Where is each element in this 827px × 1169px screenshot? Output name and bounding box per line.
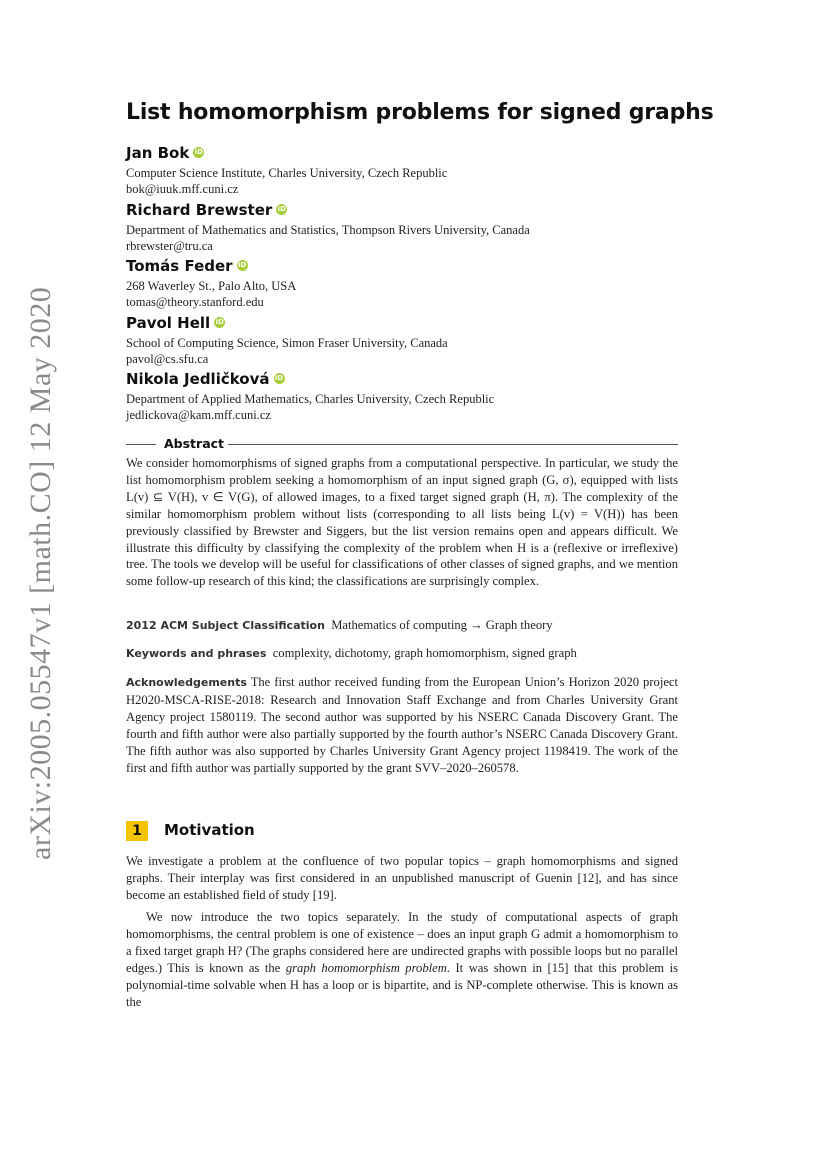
- orcid-icon[interactable]: iD: [274, 374, 284, 382]
- acm-value: Mathematics of computing → Graph theory: [331, 618, 553, 632]
- author-email: rbrewster@tru.ca: [126, 239, 213, 253]
- author-email: pavol@cs.sfu.ca: [126, 352, 209, 366]
- divider-line-left: [126, 444, 156, 445]
- orcid-icon[interactable]: iD: [277, 205, 286, 213]
- body-text: . It was shown in [15] that this problem is polynomial-time solvable when H has a loop or is bipartite, and is NP-complete otherwise. This is known as the: [126, 960, 678, 1009]
- author-name: Tomás Feder: [126, 257, 233, 275]
- author-affiliation: 268 Waverley St., Palo Alto, USA: [126, 279, 297, 293]
- abstract-heading: Abstract: [160, 437, 228, 451]
- abstract-text: We consider homomorphisms of signed graphs from a computational perspective. In particular, we study the list homomorphism problem seeking a homomorphism of an input signed graph (G, σ), equipped with lists L(v) ⊆ V(H), v ∈ V(G), of allowed images, to a fixed target signed graph (H, π). The complexity of the similar homomorphism problem without lists (corresponding to all lists being L(v) = V(H)) has been previously classified by Brewster and Siggers, but the list version remains open and appears difficult. We illustrate this difficulty by classifying the complexity of the problem when H is a (reflexive or irreflexive) tree. The tools we develop will be useful for classifications of other classes of signed graphs, and we mention some follow-up research of this kind; the classifications are surprisingly complex.: [126, 456, 678, 589]
- author-block: [126, 256, 296, 310]
- author-block: [126, 200, 530, 254]
- acknowledgements-label: Acknowledgements: [126, 676, 247, 689]
- author-name: Richard Brewster: [126, 201, 273, 219]
- acm-label: 2012 ACM Subject Classification: [126, 619, 325, 632]
- keywords-value: complexity, dichotomy, graph homomorphism, signed graph: [272, 646, 577, 660]
- author-affiliation: Department of Mathematics and Statistics, Thompson Rivers University, Canada: [126, 223, 530, 237]
- abstract-divider: [126, 437, 678, 451]
- keywords: [126, 645, 678, 663]
- orcid-icon[interactable]: iD: [237, 261, 247, 269]
- section-heading: [126, 820, 255, 840]
- author-block: [126, 143, 447, 197]
- acknowledgements: [126, 674, 678, 776]
- orcid-icon[interactable]: iD: [194, 148, 203, 156]
- acknowledgements-text: The first author received funding from the European Union’s Horizon 2020 project H2020-MSCA-RISE-2018: Research and Innovation Staff Exchange and from Charles University Grant Agency project 1580119. The second author was supported by his NSERC Canada Discovery Grant. The fourth and fifth author were also partially supported by the fourth author’s NSERC Canada Discovery Grant. The fifth author was also supported by Charles University Grant Agency project 1198419. The work of the first and fifth author was partially supported by the grant SVV–2020–260578.: [126, 675, 679, 775]
- section-number-badge: 1: [126, 821, 148, 841]
- author-affiliation: Computer Science Institute, Charles University, Czech Republic: [126, 166, 448, 180]
- body-paragraph: We investigate a problem at the confluence of two popular topics – graph homomorphisms and signed graphs. Their interplay was first considered in an unpublished manuscript of Guenin [12], and has since become an established field of study [19].: [126, 854, 678, 902]
- author-affiliation: School of Computing Science, Simon Fraser University, Canada: [126, 336, 448, 350]
- author-affiliation: Department of Applied Mathematics, Charles University, Czech Republic: [126, 392, 495, 406]
- divider-line-right: [221, 444, 678, 445]
- body-text: We now introduce the two topics separately. In the study of computational aspects of graph homomorphisms, the central problem is one of existence – does an input graph G admit a homomorphism to a fixed target graph H? (The graphs considered here are undirected graphs with possible loops but no parallel edges.) This is known as the: [126, 910, 678, 975]
- arxiv-identifier-stamp: arXiv:2005.05547v1 [math.CO] 12 May 2020: [24, 286, 57, 860]
- author-block: [126, 313, 448, 367]
- acm-classification: [126, 617, 678, 635]
- author-email: jedlickova@kam.mff.cuni.cz: [126, 408, 271, 422]
- author-name: Jan Bok: [126, 144, 190, 162]
- author-email: tomas@theory.stanford.edu: [126, 295, 264, 309]
- author-name: Nikola Jedličková: [126, 370, 270, 388]
- emphasis-term: graph homomorphism problem: [285, 960, 447, 975]
- keywords-label: Keywords and phrases: [126, 647, 267, 660]
- body-paragraph: [126, 909, 678, 1010]
- author-name: Pavol Hell: [126, 314, 211, 332]
- orcid-icon[interactable]: iD: [215, 318, 224, 326]
- section-title: Motivation: [164, 821, 255, 839]
- author-block: [126, 369, 494, 423]
- paper-title: List homomorphism problems for signed graphs: [126, 100, 714, 125]
- author-email: bok@iuuk.mff.cuni.cz: [126, 182, 239, 196]
